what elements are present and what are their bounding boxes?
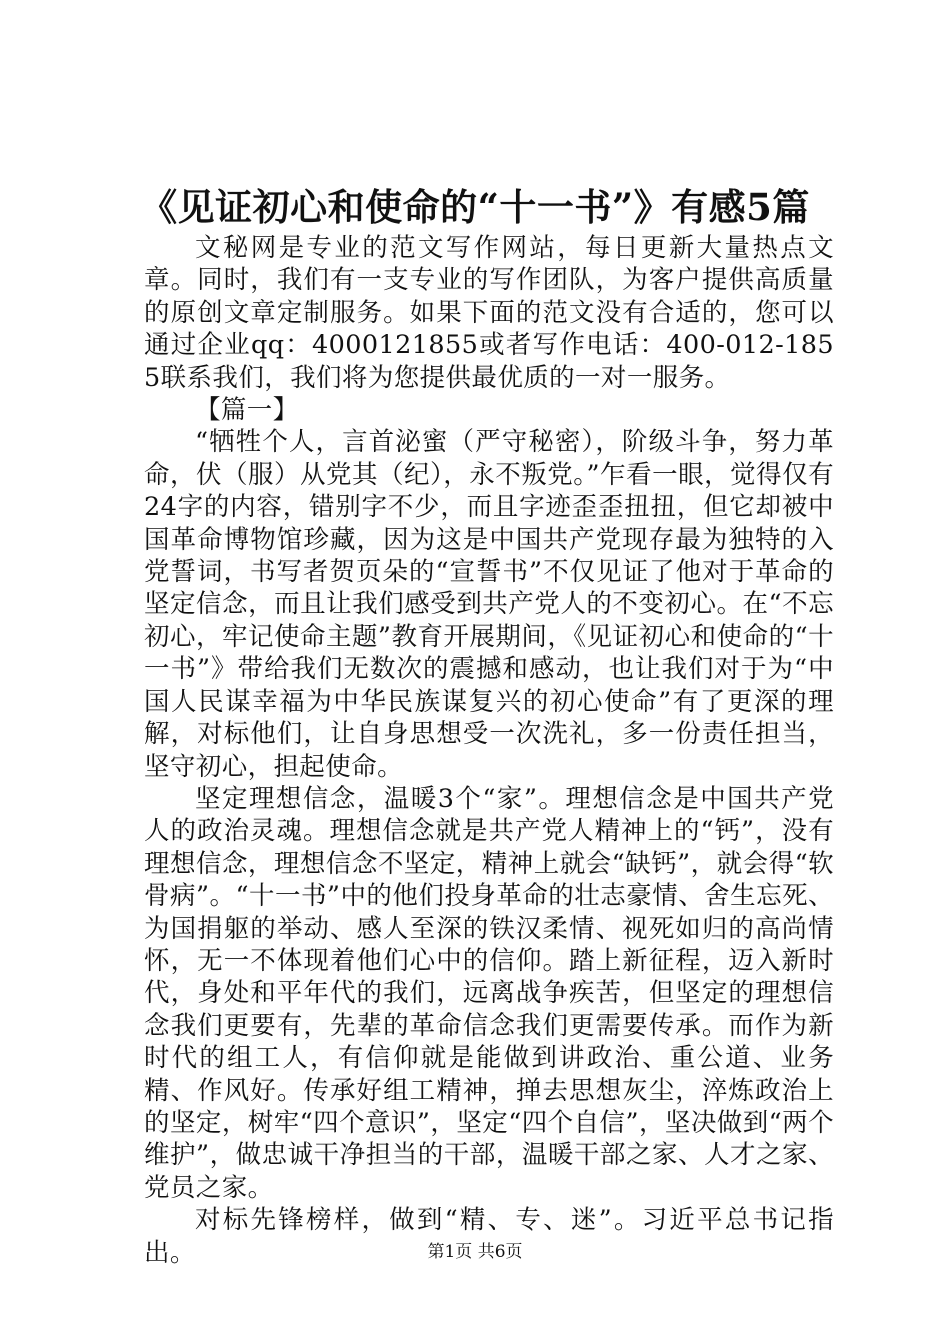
intro-paragraph: 文秘网是专业的范文写作网站，每日更新大量热点文章。同时，我们有一支专业的写作团队，为客户提供高质量的原创文章定制服务。如果下面的范文没有合适的，您可以通过企业qq：4000121855或者写作电话：400-012-1855联系我们，我们将为您提供最优质的一对一服务。 <box>144 233 834 393</box>
body-paragraph: “牺牲个人，言首泌蜜（严守秘密），阶级斗争，努力革命，伏（服）从党其（纪），永不叛党。”乍看一眼，觉得仅有24字的内容，错别字不少，而且字迹歪歪扭扭，但它却被中国革命博物馆珍藏，因为这是中国共产党现存最为独特的入党誓词，书写者贺页朵的“宣誓书”不仅见证了他对于革命的坚定信念，而且让我们感受到共产党人的不变初心。在“不忘初心，牢记使命主题”教育开展期间，《见证初心和使命的“十一书”》带给我们无数次的震撼和感动，也让我们对于为“中国人民谋幸福为中华民族谋复兴的初心使命”有了更深的理解，对标他们，让自身思想受一次洗礼，多一份责任担当，坚守初心，担起使命。 <box>144 427 834 782</box>
page-footer: 第1页 共6页 <box>427 1242 523 1262</box>
document-body <box>144 232 834 1269</box>
body-paragraph: 坚定理想信念，温暖3个“家”。理想信念是中国共产党人的政治灵魂。理想信念就是共产党人精神上的“钙”，没有理想信念，理想信念不坚定，精神上就会“缺钙”，就会得“软骨病”。“十一书”中的他们投身革命的壮志豪情、舍生忘死、为国捐躯的举动、感人至深的铁汉柔情、视死如归的高尚情怀，无一不体现着他们心中的信仰。踏上新征程，迈入新时代，身处和平年代的我们，远离战争疾苦，但坚定的理想信念我们更要有，先辈的革命信念我们更需要传承。而作为新时代的组工人，有信仰就是能做到讲政治、重公道、业务精、作风好。传承好组工精神，掸去思想灰尘，淬炼政治上的坚定，树牢“四个意识”，坚定“四个自信”，坚决做到“两个维护”，做忠诚干净担当的干部，温暖干部之家、人才之家、党员之家。 <box>144 783 834 1203</box>
section-heading: 【篇一】 <box>195 395 299 426</box>
document-title: 《见证初心和使命的“十一书”》有感5篇 <box>140 185 810 229</box>
body-paragraph: 对标先锋榜样，做到“精、专、迷”。习近平总书记指出。 <box>144 1205 834 1268</box>
